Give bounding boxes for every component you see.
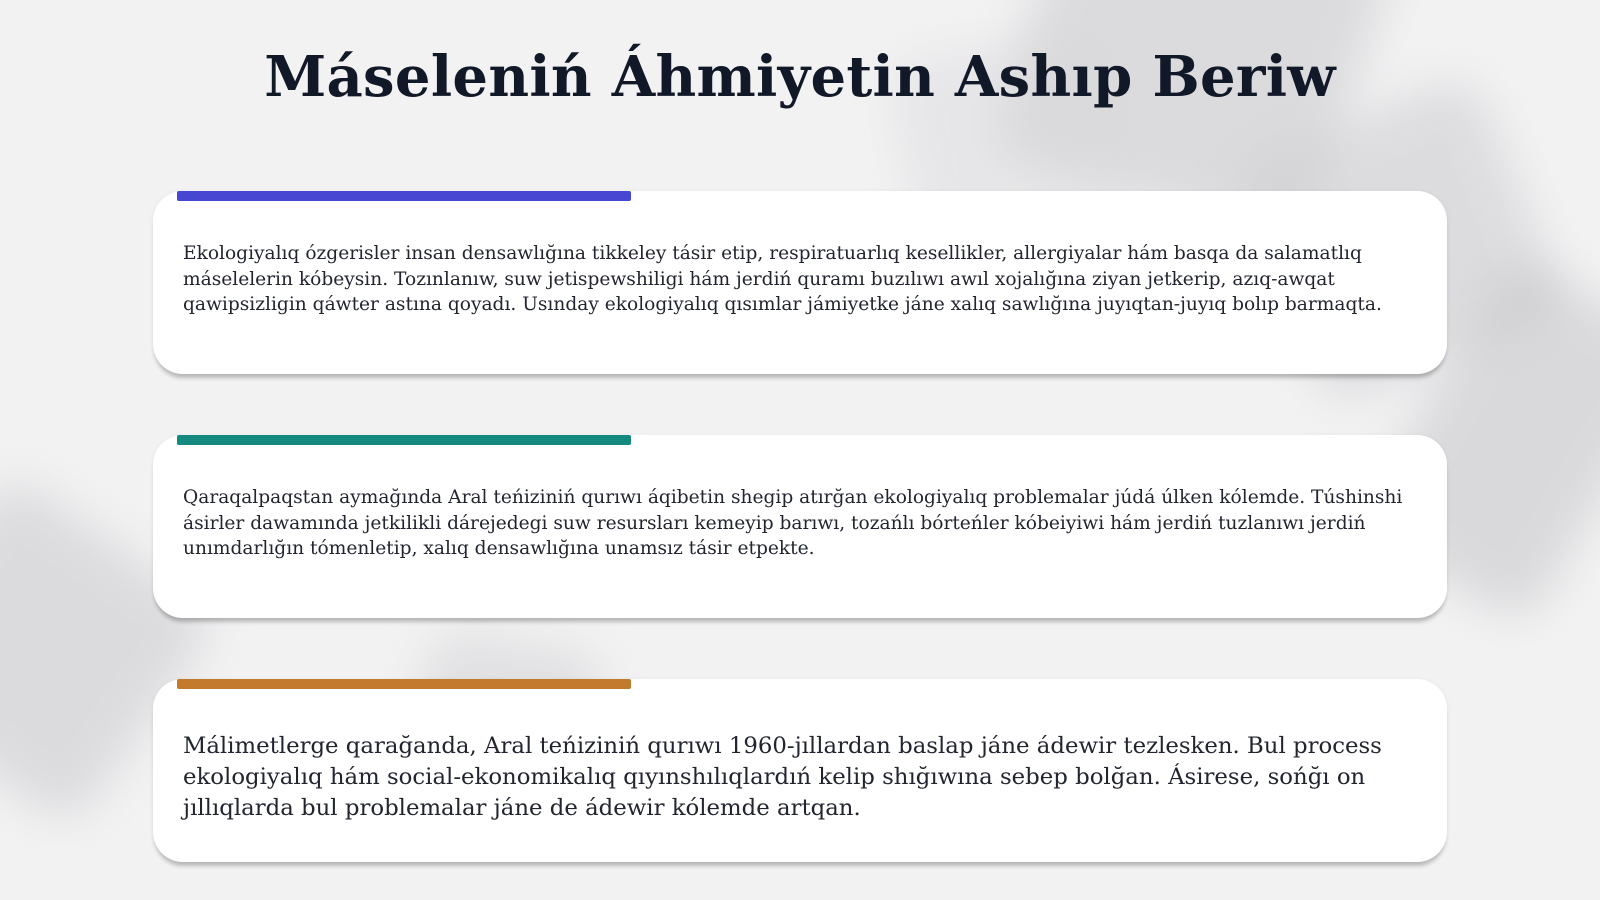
card-text: Ekologiyalıq ózgerisler insan densawlığına tikkeley tásir etip, respiratuarlıq kesellikler, allergiyalar hám basqa da salamatlıq máselelerin kóbeysin. Tozınlanıw, suw jetispewshiligi hám jerdiń quramı buzılıwı awıl xojalığına ziyan jetkerip, azıq-awqat qawipsizligin qáwter astına qoyadı. Usınday ekologiyalıq qısımlar jámiyetke jáne xalıq sawlığına juyıqtan-juyıq bolıp barmaqta. — [183, 243, 1382, 315]
card-body — [153, 435, 1447, 618]
card-text: Málimetlerge qarağanda, Aral teńiziniń qurıwı 1960-jıllardan baslap jáne ádewir tezlesken. Bul process ekologiyalıq hám social-ekonomikalıq qıyınshılıqlardıń kelip shığıwına sebep bolğan. Ásirese, sońğı on jıllıqlarda bul problemalar jáne de ádewir kólemde artqan. — [183, 733, 1382, 821]
card-accent-bar — [177, 679, 631, 689]
card-body — [153, 191, 1447, 374]
page-title: Máseleniń Áhmiyetin Ashıp Beriw — [264, 44, 1336, 110]
card-accent-bar — [177, 191, 631, 201]
card-text: Qaraqalpaqstan aymağında Aral teńiziniń qurıwı áqibetin shegip atırğan ekologiyalıq problemalar júdá úlken kólemde. Túshinshi ásirler dawamında jetkilikli dárejedegi suw resursları kemeyip barıwı, tozańlı bórteńler kóbeiyiwi hám jerdiń tuzlanıwı jerdiń unımdarlığın tómenletip, xalıq densawlığına unamsız tásir etpekte. — [183, 487, 1403, 559]
card-accent-bar — [177, 435, 631, 445]
card-body — [153, 679, 1447, 862]
